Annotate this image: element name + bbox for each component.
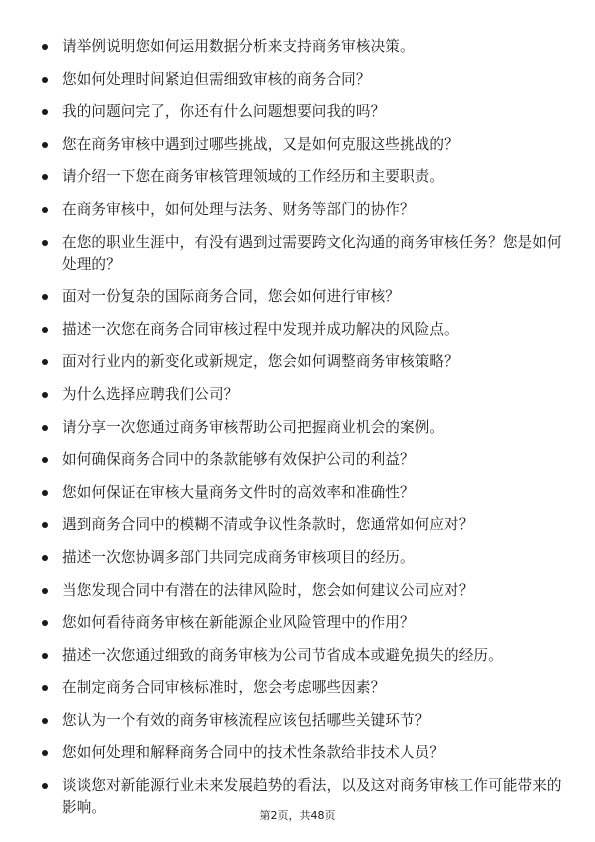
list-item [42, 232, 562, 276]
question-text: 当您发现合同中有潜在的法律风险时，您会如何建议公司应对？ [62, 581, 474, 599]
list-item [42, 742, 562, 764]
bullet-icon [42, 620, 48, 626]
question-text: 描述一次您协调多部门共同完成商务审核项目的经历。 [62, 548, 415, 566]
question-text: 在制定商务合同审核标准时，您会考虑哪些因素？ [62, 679, 386, 697]
bullet-icon [42, 522, 48, 528]
list-item [42, 580, 562, 602]
list-item [42, 134, 562, 156]
bullet-icon [42, 142, 48, 148]
list-item [42, 482, 562, 504]
question-text: 请介绍一下您在商务审核管理领域的工作经历和主要职责。 [62, 168, 445, 186]
bullet-icon [42, 174, 48, 180]
list-item [42, 514, 562, 536]
bullet-icon [42, 44, 48, 50]
question-text: 遇到商务合同中的模糊不清或争议性条款时，您通常如何应对？ [62, 516, 474, 534]
question-text: 如何确保商务合同中的条款能够有效保护公司的利益？ [62, 451, 415, 469]
question-text: 在您的职业生涯中，有没有遇到过需要跨文化沟通的商务审核任务？您是如何处理的？ [62, 233, 562, 273]
question-text: 请分享一次您通过商务审核帮助公司把握商业机会的案例。 [62, 418, 445, 436]
question-text: 您认为一个有效的商务审核流程应该包括哪些关键环节？ [62, 711, 430, 729]
bullet-icon [42, 457, 48, 463]
page-number: 第2页，共48页 [259, 809, 336, 822]
bullet-icon [42, 425, 48, 431]
question-text: 请举例说明您如何运用数据分析来支持商务审核决策。 [62, 38, 415, 55]
question-text: 我的问题问完了，你还有什么问题想要问我的吗？ [62, 103, 386, 121]
list-item [42, 384, 562, 406]
question-text: 面对行业内的新变化或新规定，您会如何调整商务审核策略？ [62, 353, 459, 371]
list-item [42, 166, 562, 188]
bullet-icon [42, 77, 48, 83]
question-text: 描述一次您在商务合同审核过程中发现并成功解决的风险点。 [62, 320, 459, 338]
list-item [42, 710, 562, 732]
list-item [42, 677, 562, 699]
bullet-icon [42, 359, 48, 365]
question-text: 在商务审核中，如何处理与法务、财务等部门的协作？ [62, 200, 415, 218]
list-item [42, 547, 562, 569]
list-item [42, 449, 562, 471]
bullet-icon [42, 327, 48, 333]
question-text: 您如何保证在审核大量商务文件时的高效率和准确性？ [62, 483, 415, 501]
question-list [42, 36, 562, 830]
list-item [42, 645, 562, 667]
question-text: 为什么选择应聘我们公司？ [62, 385, 239, 403]
list-item [42, 199, 562, 221]
bullet-icon [42, 490, 48, 496]
list-item [42, 351, 562, 373]
list-item [42, 69, 562, 91]
list-item [42, 286, 562, 308]
bullet-icon [42, 588, 48, 594]
question-text: 描述一次您通过细致的商务审核为公司节省成本或避免损失的经历。 [62, 646, 503, 664]
list-item [42, 101, 562, 123]
question-text: 您在商务审核中遇到过哪些挑战，又是如何克服这些挑战的？ [62, 135, 459, 153]
question-text: 谈谈您对新能源行业未来发展趋势的看法，以及这对商务审核工作可能带来的影响。 [62, 777, 562, 817]
bullet-icon [42, 207, 48, 213]
list-item [42, 612, 562, 634]
list-item [42, 36, 562, 58]
list-item [42, 319, 562, 341]
bullet-icon [42, 555, 48, 561]
question-text: 您如何看待商务审核在新能源企业风险管理中的作用？ [62, 614, 415, 632]
bullet-icon [42, 392, 48, 398]
question-text: 您如何处理时间紧迫但需细致审核的商务合同？ [62, 70, 371, 88]
bullet-icon [42, 294, 48, 300]
bullet-icon [42, 653, 48, 659]
question-text: 面对一份复杂的国际商务合同，您会如何进行审核？ [62, 288, 400, 306]
list-item [42, 417, 562, 439]
question-text: 您如何处理和解释商务合同中的技术性条款给非技术人员？ [62, 744, 445, 762]
bullet-icon [42, 240, 48, 246]
bullet-icon [42, 718, 48, 724]
bullet-icon [42, 685, 48, 691]
bullet-icon [42, 783, 48, 789]
bullet-icon [42, 109, 48, 115]
bullet-icon [42, 750, 48, 756]
